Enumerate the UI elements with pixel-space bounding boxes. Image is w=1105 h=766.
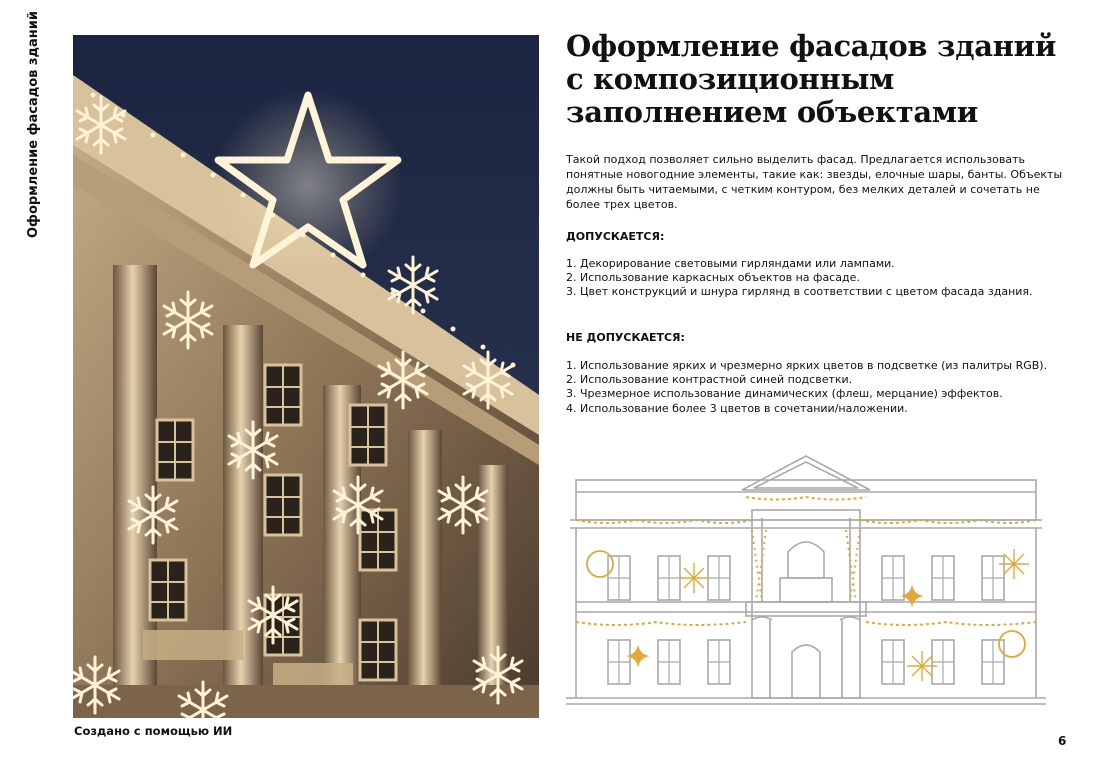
not-allowed-heading: НЕ ДОПУСКАЕТСЯ: xyxy=(566,331,685,344)
facade-line-drawing xyxy=(566,452,1046,712)
illuminated-facade-image xyxy=(73,35,539,718)
not-allowed-list xyxy=(566,359,1076,416)
list-item: 2. Использование каркасных объектов на фасаде. xyxy=(566,271,860,285)
building-outline-illustration xyxy=(566,452,1046,712)
page-number: 6 xyxy=(1058,734,1067,748)
list-item: 3. Цвет конструкций и шнура гирлянд в соответствии с цветом фасада здания. xyxy=(566,285,1033,299)
list-item: 1. Декорирование световыми гирляндами или лампами. xyxy=(566,257,895,270)
side-title: Оформление фасадов зданий xyxy=(26,11,41,238)
allowed-heading: ДОПУСКАЕТСЯ: xyxy=(566,230,665,243)
page-title: Оформление фасадов зданий с композиционным заполнением объектами xyxy=(566,29,1057,129)
list-item: 1. Использование ярких и чрезмерно ярких цветов в подсветке (из палитры RGB). xyxy=(566,359,1048,372)
list-item: 2. Использование контрастной синей подсветки. xyxy=(566,373,853,387)
list-item: 3. Чрезмерное использование динамических (флеш, мерцание) эффектов. xyxy=(566,387,1003,401)
facade-photo xyxy=(73,35,539,718)
list-item: 4. Использование более 3 цветов в сочетании/наложении. xyxy=(566,401,908,415)
intro-paragraph: Такой подход позволяет сильно выделить фасад. Предлагается использовать понятные новогодние элементы, такие как: звезды, елочные шары, банты. Объекты должны быть читаемыми, с четким контуром, без мелких деталей и сочетать не более трех цветов. xyxy=(566,153,1063,211)
photo-caption: Создано с помощью ИИ xyxy=(74,724,233,738)
allowed-list xyxy=(566,257,1076,300)
